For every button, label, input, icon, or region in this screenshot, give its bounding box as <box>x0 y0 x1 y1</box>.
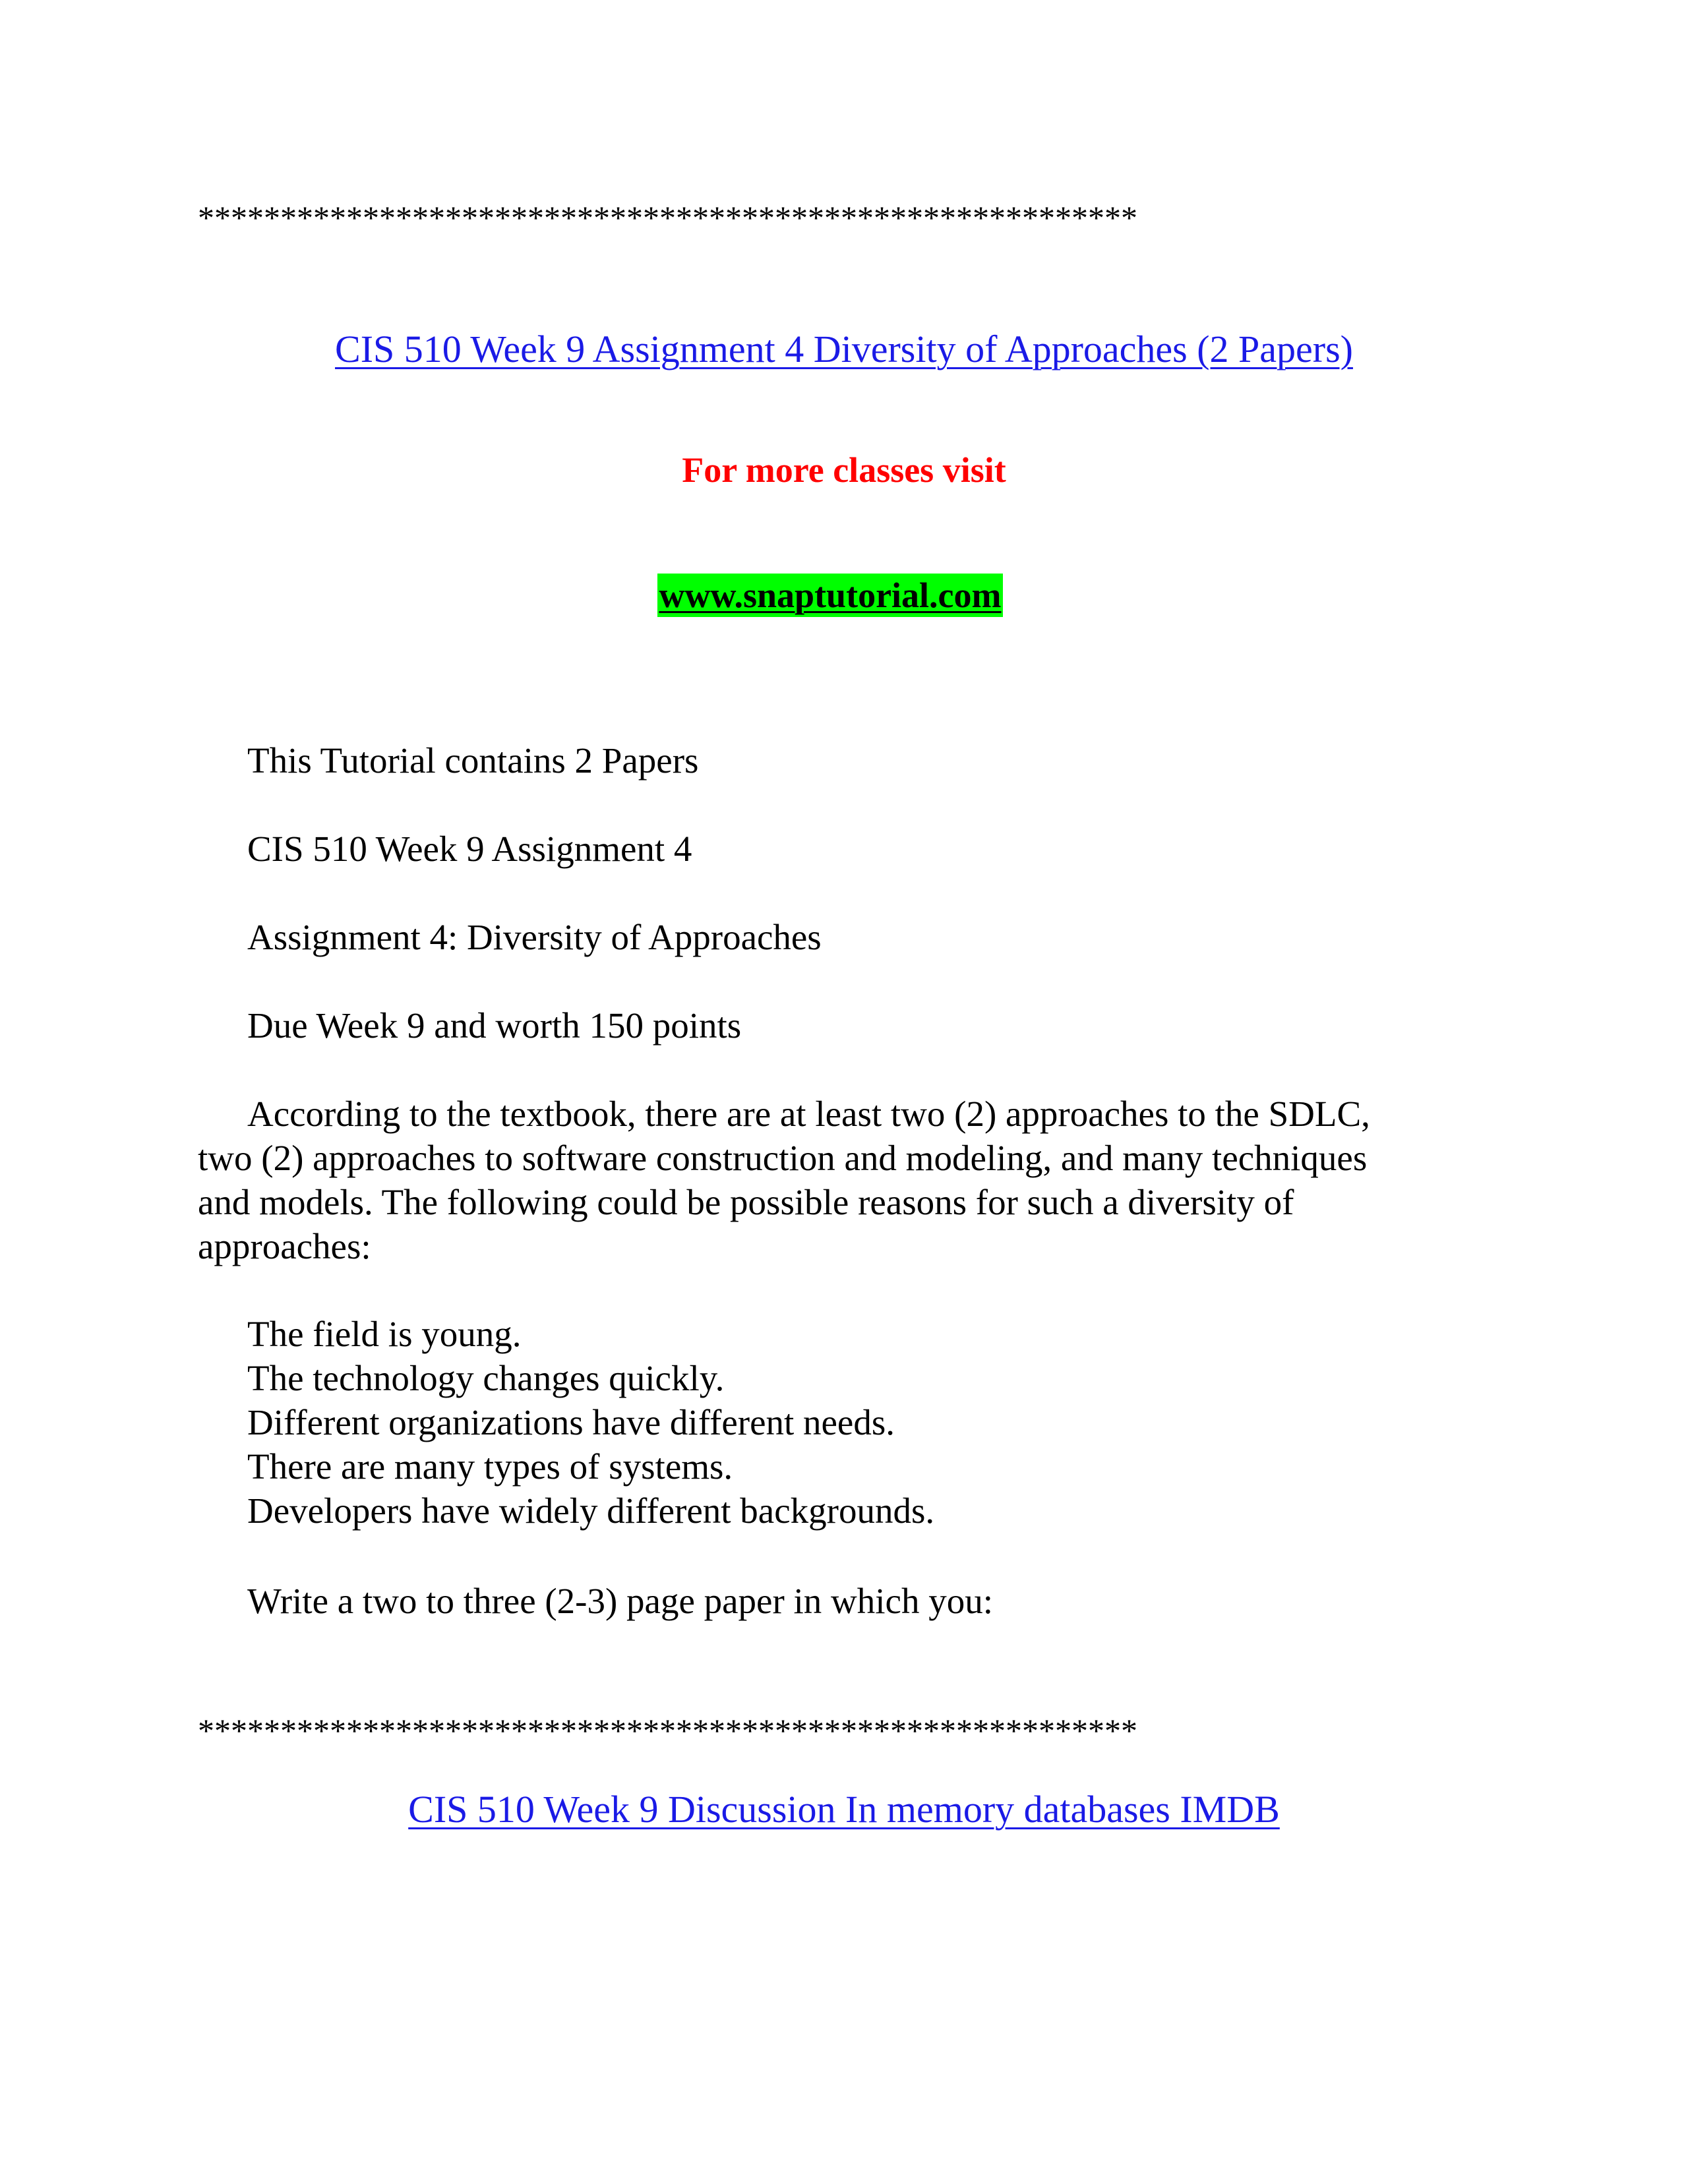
list-item: The field is young. <box>247 1314 522 1354</box>
promo-text: For more classes visit <box>682 450 1006 490</box>
description-paragraph <box>198 1092 1451 1268</box>
separator-bottom: ********************************************************* <box>198 1712 1137 1749</box>
site-link-wrapper <box>0 574 1688 617</box>
course-text: CIS 510 Week 9 Assignment 4 <box>247 829 692 869</box>
paragraph-line: two (2) approaches to software construction and modeling, and many techniques <box>198 1138 1368 1178</box>
paragraph-line: approaches: <box>198 1226 371 1266</box>
paragraph-line: and models. The following could be possible reasons for such a diversity of <box>198 1182 1294 1222</box>
reasons-list <box>198 1312 1451 1533</box>
paragraph-line: According to the textbook, there are at least two (2) approaches to the SDLC, <box>247 1094 1370 1134</box>
list-item: There are many types of systems. <box>247 1446 733 1487</box>
list-item: Developers have widely different backgrounds. <box>247 1490 935 1531</box>
discussion-link[interactable]: CIS 510 Week 9 Discussion In memory databases IMDB <box>408 1788 1280 1831</box>
list-item: Different organizations have different needs. <box>247 1402 895 1442</box>
instruction-text: Write a two to three (2-3) page paper in which you: <box>247 1581 993 1621</box>
separator-top: ********************************************************* <box>198 199 1137 236</box>
title-link[interactable]: CIS 510 Week 9 Assignment 4 Diversity of Approaches (2 Papers) <box>335 328 1353 370</box>
site-link[interactable]: www.snaptutorial.com <box>657 574 1002 617</box>
intro-text: This Tutorial contains 2 Papers <box>247 740 699 781</box>
list-item: The technology changes quickly. <box>247 1358 725 1398</box>
due-text: Due Week 9 and worth 150 points <box>247 1005 742 1046</box>
assignment-title: Assignment 4: Diversity of Approaches <box>247 917 822 957</box>
